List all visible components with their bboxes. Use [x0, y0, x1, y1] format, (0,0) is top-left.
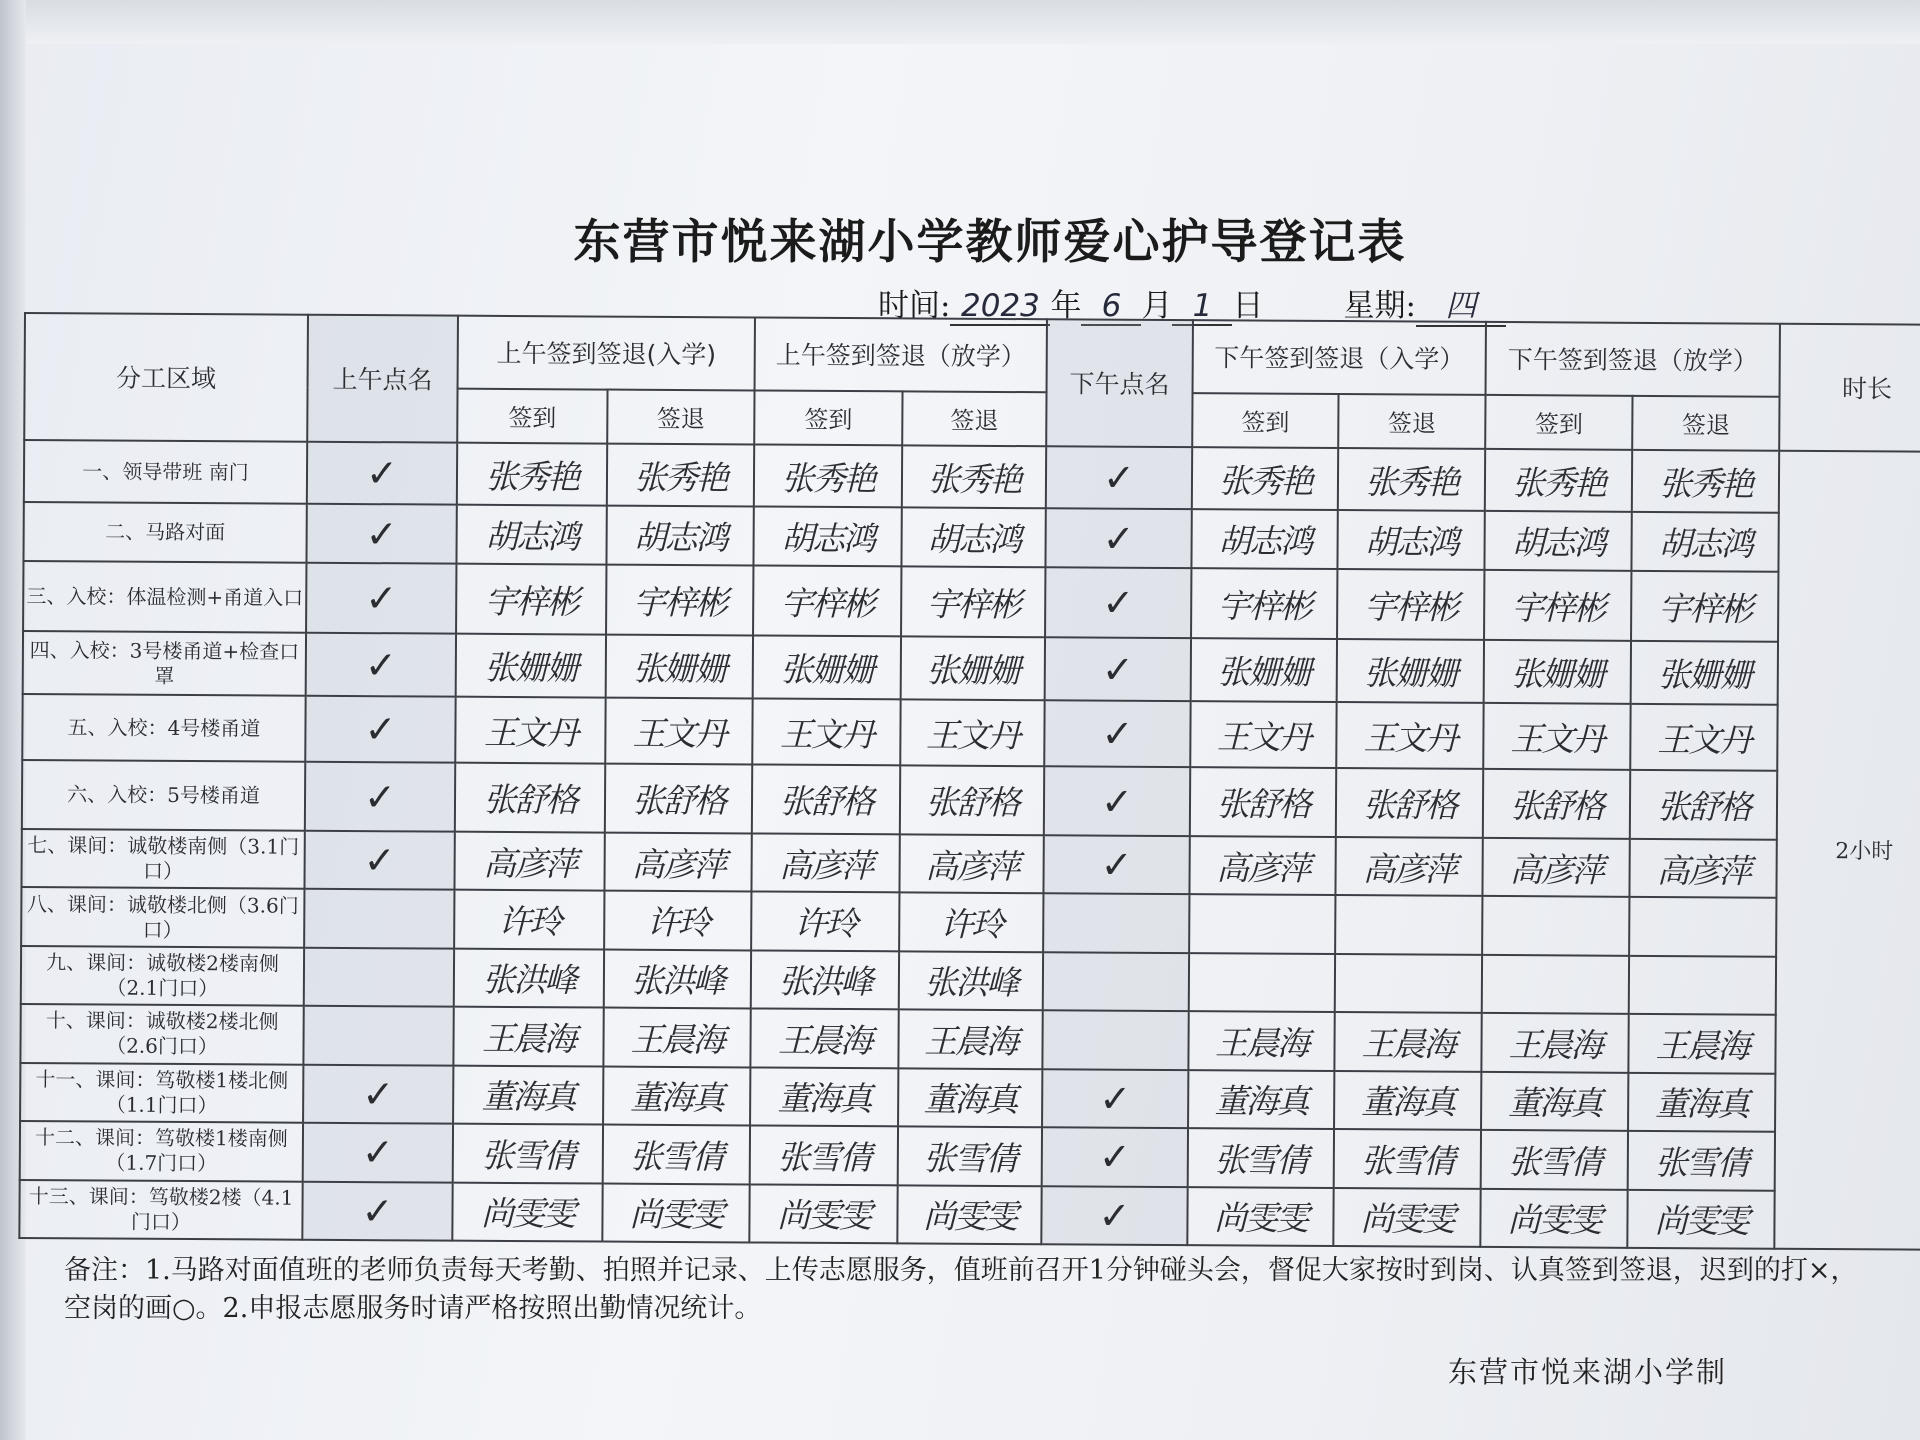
am-signature: 董海真 — [453, 1065, 603, 1124]
am-rollcall-check: ✓ — [306, 504, 456, 563]
am-signature: 张洪峰 — [751, 950, 899, 1009]
am-signature: 宇梓彬 — [606, 564, 753, 635]
am-rollcall-check: ✓ — [303, 1064, 453, 1123]
am-signature: 许玲 — [899, 893, 1043, 952]
pm-rollcall-check: ✓ — [1046, 446, 1192, 509]
duty-area: 一、领导带班 南门 — [24, 440, 307, 504]
am-signature: 张洪峰 — [899, 951, 1043, 1010]
pm-signature: 胡志鸿 — [1191, 510, 1337, 569]
duty-area: 六、入校：5号楼甬道 — [22, 760, 305, 830]
header-row-main — [25, 313, 1920, 397]
pm-signature: 张姗姗 — [1191, 639, 1337, 702]
am-signature: 胡志鸿 — [901, 508, 1045, 567]
pm-signature: 宇梓彬 — [1631, 571, 1778, 642]
am-signature: 张雪倩 — [898, 1126, 1042, 1185]
duty-area: 十二、课间：笃敬楼1楼南侧（1.7门口） — [20, 1121, 303, 1181]
am-signature: 尚雯雯 — [749, 1184, 897, 1243]
am-signature: 王文丹 — [605, 697, 752, 764]
am-signature: 王文丹 — [455, 697, 605, 764]
am-signature: 王文丹 — [900, 699, 1044, 766]
pm-rollcall-check: ✓ — [1043, 835, 1189, 894]
am-signature: 张舒格 — [752, 765, 900, 834]
duty-area: 九、课间：诚敬楼2楼南侧（2.1门口） — [21, 946, 304, 1006]
table-row — [23, 631, 1920, 705]
am-signature: 董海真 — [898, 1068, 1042, 1127]
pm-signature: 张雪倩 — [1188, 1128, 1334, 1187]
pm-signature: 高彦萍 — [1483, 838, 1630, 897]
pm-signature — [1629, 897, 1776, 956]
pm-signature — [1335, 954, 1482, 1013]
am-signature: 张秀艳 — [754, 444, 902, 507]
pm-signature: 张秀艳 — [1632, 450, 1779, 513]
pm-signature: 尚雯雯 — [1480, 1188, 1627, 1247]
pm-rollcall-check: ✓ — [1045, 509, 1191, 568]
pm-rollcall-check: ✓ — [1042, 1069, 1188, 1128]
am-signature: 张洪峰 — [604, 949, 751, 1008]
table-row — [19, 1179, 1920, 1249]
pm-signature: 胡志鸿 — [1337, 510, 1484, 569]
pm-signature: 尚雯雯 — [1333, 1188, 1480, 1247]
am-signature: 高彦萍 — [751, 833, 899, 892]
pm-signature: 张秀艳 — [1338, 448, 1485, 511]
header-am-in: 上午签到签退(入学) — [458, 316, 755, 390]
form-title: 东营市悦来湖小学教师爱心护导登记表 — [573, 215, 1407, 270]
am-signature: 尚雯雯 — [897, 1185, 1041, 1244]
am-signature: 张姗姗 — [753, 636, 901, 699]
day-value: 1 — [1172, 288, 1232, 326]
am-rollcall-check: ✓ — [307, 442, 457, 505]
day-unit: 日 — [1232, 288, 1264, 324]
am-signature: 张雪倩 — [750, 1126, 898, 1185]
pm-signature: 董海真 — [1188, 1070, 1334, 1129]
table-row — [23, 561, 1920, 643]
table-row — [22, 694, 1920, 772]
pm-signature: 高彦萍 — [1630, 839, 1777, 898]
month-value: 6 — [1081, 288, 1141, 326]
am-rollcall-check: ✓ — [305, 696, 455, 763]
pm-signature: 董海真 — [1334, 1071, 1481, 1130]
pm-rollcall-check: ✓ — [1045, 567, 1191, 638]
pm-signature: 张雪倩 — [1334, 1129, 1481, 1188]
am-signature: 张雪倩 — [603, 1125, 750, 1184]
header-area: 分工区域 — [24, 313, 308, 442]
pm-signature: 张姗姗 — [1484, 640, 1631, 703]
am-signature: 董海真 — [603, 1066, 750, 1125]
pm-signature: 王晨海 — [1188, 1011, 1334, 1070]
am-signature: 胡志鸿 — [606, 506, 753, 565]
header-pm-in: 下午签到签退（入学） — [1193, 320, 1486, 394]
pm-signature: 胡志鸿 — [1631, 512, 1778, 571]
pm-signature: 胡志鸿 — [1484, 511, 1631, 570]
pm-signature — [1629, 956, 1776, 1015]
pm-signature: 张秀艳 — [1192, 447, 1338, 510]
am-signature: 张舒格 — [900, 766, 1044, 835]
am-rollcall-check: ✓ — [304, 831, 454, 890]
pm-signature: 宇梓彬 — [1191, 568, 1337, 639]
header-sign-in: 签到 — [754, 390, 902, 445]
am-rollcall-check: ✓ — [303, 1123, 453, 1182]
pm-signature: 张舒格 — [1483, 769, 1630, 838]
am-rollcall-check — [304, 889, 454, 948]
pm-signature: 张舒格 — [1630, 770, 1777, 839]
page-edge — [0, 0, 1920, 44]
pm-signature — [1189, 894, 1335, 953]
pm-rollcall-check: ✓ — [1044, 700, 1190, 767]
am-signature: 董海真 — [750, 1067, 898, 1126]
am-signature: 张秀艳 — [457, 443, 607, 506]
pm-signature: 张姗姗 — [1337, 639, 1484, 702]
duty-area: 四、入校：3号楼甬道+检查口罩 — [23, 631, 306, 695]
am-signature: 王文丹 — [752, 698, 900, 765]
pm-signature: 尚雯雯 — [1627, 1189, 1774, 1248]
am-rollcall-check — [303, 1006, 453, 1065]
am-signature: 王晨海 — [898, 1010, 1042, 1069]
am-signature: 尚雯雯 — [602, 1183, 749, 1242]
am-signature: 宇梓彬 — [901, 566, 1045, 637]
pm-signature: 王晨海 — [1481, 1013, 1628, 1072]
header-sign-in: 签到 — [1485, 394, 1632, 449]
duty-area: 十三、课间：笃敬楼2楼（4.1门口） — [19, 1179, 302, 1239]
am-signature: 高彦萍 — [604, 832, 751, 891]
pm-signature — [1482, 896, 1629, 955]
duration-value: 2小时 — [1774, 451, 1920, 1250]
header-am-rollcall: 上午点名 — [307, 315, 458, 443]
pm-rollcall-check — [1043, 952, 1189, 1011]
duty-area: 三、入校：体温检测+甬道入口 — [23, 561, 306, 633]
month-unit: 月 — [1141, 288, 1173, 324]
header-sign-in: 签到 — [457, 388, 607, 443]
pm-signature: 董海真 — [1628, 1072, 1775, 1131]
duty-area: 七、课间：诚敬楼南侧（3.1门口） — [21, 829, 304, 889]
am-rollcall-check: ✓ — [306, 633, 456, 696]
header-sign-in: 签到 — [1192, 393, 1338, 448]
am-signature: 许玲 — [454, 890, 604, 949]
am-signature: 高彦萍 — [454, 832, 604, 891]
pm-signature — [1482, 955, 1629, 1014]
duty-area: 二、马路对面 — [23, 502, 306, 562]
duty-area: 十一、课间：笃敬楼1楼北侧（1.1门口） — [20, 1063, 303, 1123]
pm-rollcall-check: ✓ — [1045, 638, 1191, 701]
pm-signature: 张姗姗 — [1631, 641, 1778, 704]
pm-signature: 张秀艳 — [1485, 449, 1632, 512]
pm-rollcall-check — [1043, 894, 1189, 953]
am-signature: 高彦萍 — [899, 834, 1043, 893]
am-signature: 张秀艳 — [607, 444, 754, 507]
header-sign-out: 签退 — [902, 391, 1046, 446]
am-signature: 王晨海 — [453, 1007, 603, 1066]
am-signature: 张舒格 — [605, 764, 752, 833]
header-sign-out: 签退 — [1338, 394, 1485, 449]
am-signature: 尚雯雯 — [452, 1182, 602, 1241]
pm-signature: 张雪倩 — [1628, 1131, 1775, 1190]
table-row — [22, 760, 1920, 840]
am-rollcall-check: ✓ — [306, 563, 456, 634]
pm-rollcall-check: ✓ — [1044, 767, 1190, 836]
header-pm-rollcall: 下午点名 — [1046, 319, 1193, 447]
pm-signature: 王晨海 — [1334, 1012, 1481, 1071]
pm-signature: 王文丹 — [1630, 704, 1777, 771]
am-rollcall-check: ✓ — [305, 762, 455, 831]
pm-signature: 王文丹 — [1190, 701, 1336, 768]
pm-signature: 高彦萍 — [1335, 837, 1482, 896]
header-sign-out: 签退 — [607, 389, 754, 444]
pm-signature: 张舒格 — [1336, 768, 1483, 837]
am-signature: 胡志鸿 — [753, 507, 901, 566]
duty-area: 五、入校：4号楼甬道 — [22, 694, 305, 762]
header-sign-out: 签退 — [1632, 395, 1779, 450]
am-signature: 张洪峰 — [454, 948, 604, 1007]
am-signature: 宇梓彬 — [753, 565, 901, 636]
remarks-note: 备注：1.马路对面值班的老师负责每天考勤、拍照并记录、上传志愿服务，值班前召开1分钟碰头会，督促大家按时到岗、认真签到签退，迟到的打×，空岗的画○。2.申报志愿服务时请严格按照出勤情况统计。 — [64, 1255, 1858, 1324]
pm-signature: 宇梓彬 — [1337, 569, 1484, 640]
weekday-label: 星期: — [1343, 288, 1416, 324]
pm-signature — [1335, 895, 1482, 954]
am-signature: 张舒格 — [455, 763, 605, 832]
am-signature: 张雪倩 — [453, 1124, 603, 1183]
table-row — [24, 440, 1920, 514]
register-table — [18, 312, 1920, 1251]
header-am-out: 上午签到签退（放学） — [755, 317, 1047, 391]
am-signature: 宇梓彬 — [456, 564, 606, 635]
pm-signature: 董海真 — [1481, 1072, 1628, 1131]
time-label: 时间: — [878, 288, 951, 324]
pm-signature: 王晨海 — [1628, 1014, 1775, 1073]
pm-rollcall-check: ✓ — [1042, 1127, 1188, 1186]
pm-rollcall-check — [1042, 1010, 1188, 1069]
duty-area: 八、课间：诚敬楼北侧（3.6门口） — [21, 887, 304, 947]
am-signature: 张秀艳 — [902, 445, 1046, 508]
year-unit: 年 — [1050, 288, 1082, 324]
pm-signature: 高彦萍 — [1189, 836, 1335, 895]
am-signature: 张姗姗 — [901, 637, 1045, 700]
pm-rollcall-check: ✓ — [1041, 1186, 1187, 1245]
weekday-value: 四 — [1416, 280, 1506, 327]
pm-signature: 张雪倩 — [1481, 1130, 1628, 1189]
pm-signature: 王文丹 — [1336, 702, 1483, 769]
am-rollcall-check: ✓ — [302, 1181, 452, 1240]
am-signature: 许玲 — [604, 891, 751, 950]
am-signature: 张姗姗 — [456, 634, 606, 697]
pm-signature: 宇梓彬 — [1484, 570, 1631, 641]
pm-signature: 张舒格 — [1190, 767, 1336, 836]
am-signature: 王晨海 — [603, 1008, 750, 1067]
form-maker: 东营市悦来湖小学制 — [1448, 1355, 1728, 1389]
header-pm-out: 下午签到签退（放学） — [1486, 322, 1780, 396]
pm-signature: 尚雯雯 — [1187, 1187, 1333, 1246]
duty-area: 十、课间：诚敬楼2楼北侧（2.6门口） — [20, 1004, 303, 1064]
am-signature: 许玲 — [751, 892, 899, 951]
pm-signature — [1189, 953, 1335, 1012]
am-signature: 胡志鸿 — [456, 505, 606, 564]
year-value: 2023 — [950, 288, 1050, 326]
pm-signature: 王文丹 — [1483, 703, 1630, 770]
am-rollcall-check — [304, 947, 454, 1006]
header-duration: 时长 — [1779, 324, 1920, 452]
am-signature: 王晨海 — [750, 1009, 898, 1068]
am-signature: 张姗姗 — [606, 635, 753, 698]
